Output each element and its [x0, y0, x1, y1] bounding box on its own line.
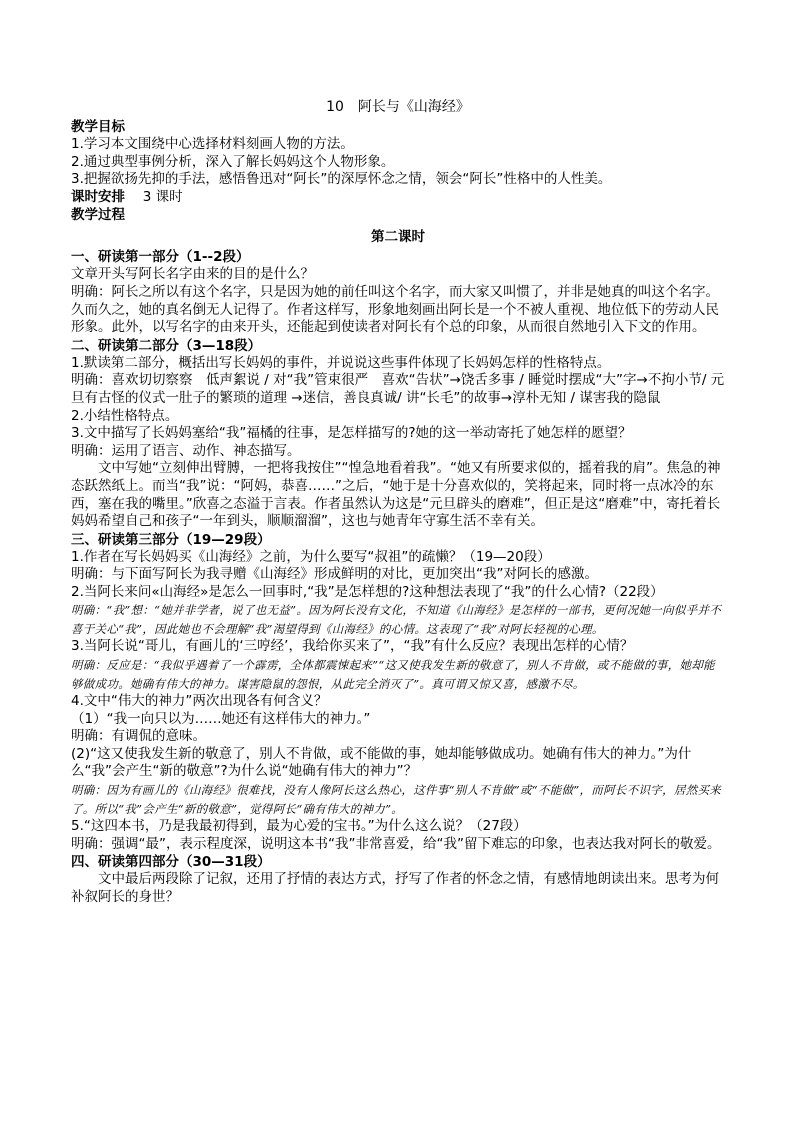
answer: 明确：“我”想：“她并非学者，说了也无益”。因为阿长没有文化，不知道《山海经》是怎样的一部书，更何况她一向似乎并不喜于关心“我”，因此她也不会理解“我”渴望得到《山海经》的心情。这表现了“我”对阿长轻视的心理。 [71, 603, 722, 636]
process-heading: 教学过程 [71, 207, 125, 224]
goal-item: 3.把握欲扬先抑的手法，感悟鲁迅对“阿长”的深厚怀念之情，领会“阿长”性格中的人性美。 [71, 171, 612, 188]
section-heading: 一、研读第一部分（1--2段） [71, 249, 250, 266]
paragraph: 文中最后两段除了记叙，还用了抒情的表达方式，抒写了作者的怀念之情，有感情地朗读出来。思考为何补叙阿长的身世？ [71, 871, 719, 905]
schedule-line [71, 189, 725, 207]
answer: 明确：阿长之所以有这个名字，只是因为她的前任叫这个名字，而大家又叫惯了，并非是她真的叫这个名字。久而久之，她的真名倒无人记得了。作者这样写，形象地刻画出阿长是一个不被人重视、地位低下的劳动人民形象。此外，以写名字的由来开头，还能起到使读者对阿长有个总的印象，从而很自然地引入下文的作用。 [71, 283, 719, 336]
answer: 明确：喜欢切切察察 低声絮说 / 对“我”管束很严 喜欢“告状”→饶舌多事 / 睡觉时摆成“大”字→不拘小节/ 元旦有古怪的仪式一肚子的繁琐的道理 →迷信，善良真诚/ 讲“长毛”的故事→淳朴无知 / 谋害我的隐鼠 [71, 372, 725, 406]
answer: 明确：与下面写阿长为我寻赠《山海经》形成鲜明的对比，更加突出“我”对阿长的感激。 [71, 566, 598, 583]
answer: 明确：反应是：“我似乎遇着了一个霹雳，全体都震悚起来”“这又使我发生新的敬意了，别人不肯做，或不能做的事，她却能够做成功。她确有伟大的神力。谋害隐鼠的怨恨，从此完全消灭了”。真可谓又惊又喜，感激不尽。 [71, 658, 715, 691]
sub-question: （1）“我一向只以为……她还有这样伟大的神力。” [71, 710, 371, 727]
answer: 明确：运用了语言、动作、神态描写。 [71, 442, 301, 459]
schedule-value: 3 课时 [142, 188, 183, 205]
answer: 明确：强调“最”，表示程度深，说明这本书“我”非常喜爱，给“我”留下难忘的印象，也表达我对阿长的敬爱。 [71, 835, 721, 852]
question: 4.文中“伟大的神力”两次出现各有何含义？ [71, 693, 328, 710]
sub-question: (2)“这又使我发生新的敬意了，别人不肯做，或不能做的事，她却能够做成功。她确有伟大的神力。”为什么“我”会产生“新的敬意”?为什么说“她确有伟大的神力”？ [71, 745, 692, 780]
section-heading: 二、研读第二部分（3—18段） [71, 337, 262, 354]
lesson-title: 第二课时 [371, 229, 425, 246]
answer-paragraph: 文中写她“立刻伸出臂膊，一把将我按住”“惶急地看着我”。“她又有所要求似的，摇着我的肩”。焦急的神态跃然纸上。而当“我”说：“阿妈，恭喜……”之后，“她于是十分喜欢似的，笑将起来，同时将一点冰冷的东西，塞在我的嘴里。”欣喜之态溢于言表。作者虽然认为这是“元旦辟头的磨难”，但正是这“磨难”中，寄托着长妈妈希望自己和孩子“一年到头，顺顺溜溜”，这也与她青年守寡生活不幸有关。 [71, 460, 721, 530]
question: 2.小结性格特点。 [71, 407, 179, 424]
document-title: 10 阿长与《山海经》 [326, 99, 470, 115]
question: 1.默读第二部分，概括出写长妈妈的事件，并说说这些事件体现了长妈妈怎样的性格特点。 [71, 354, 611, 371]
answer: 明确：因为有画儿的《山海经》很难找，没有人像阿长这么热心，这件事“别人不肯做”或“不能做”，而阿长不识字，居然买来了。所以“我”会产生“新的敬意”，觉得阿长“确有伟大的神力”。 [71, 783, 722, 816]
answer: 明确：有调侃的意味。 [71, 728, 206, 745]
goal-item: 1.学习本文围绕中心选择材料刻画人物的方法。 [71, 136, 354, 152]
question: 3.当阿长说“哥儿，有画儿的‘三哼经’，我给你买来了”，“我”有什么反应？表现出怎样的心情？ [71, 638, 634, 655]
schedule-label: 课时安排 [71, 188, 125, 205]
question: 2.当阿长来问«山海经»是怎么一回事时,“我”是怎样想的?这种想法表现了“我”的什么心情?（22段） [71, 583, 664, 600]
goal-item: 2.通过典型事例分析，深入了解长妈妈这个人物形象。 [71, 153, 395, 170]
question: 1.作者在写长妈妈买《山海经》之前，为什么要写“叔祖”的疏懒？（19—20段） [71, 548, 551, 565]
section-heading: 四、研读第四部分（30—31段） [71, 854, 271, 871]
question: 3.文中描写了长妈妈塞给“我”福橘的往事，是怎样描写的?她的这一举动寄托了她怎样的愿望？ [71, 425, 632, 442]
question: 文章开头写阿长名字由来的目的是什么？ [71, 266, 314, 283]
goals-heading: 教学目标 [71, 119, 125, 135]
question: 5.“这四本书，乃是我最初得到，最为心爱的宝书。”为什么这么说？（27段） [71, 818, 527, 835]
section-heading: 三、研读第三部分（19—29段） [71, 531, 271, 548]
document-page [71, 98, 725, 906]
